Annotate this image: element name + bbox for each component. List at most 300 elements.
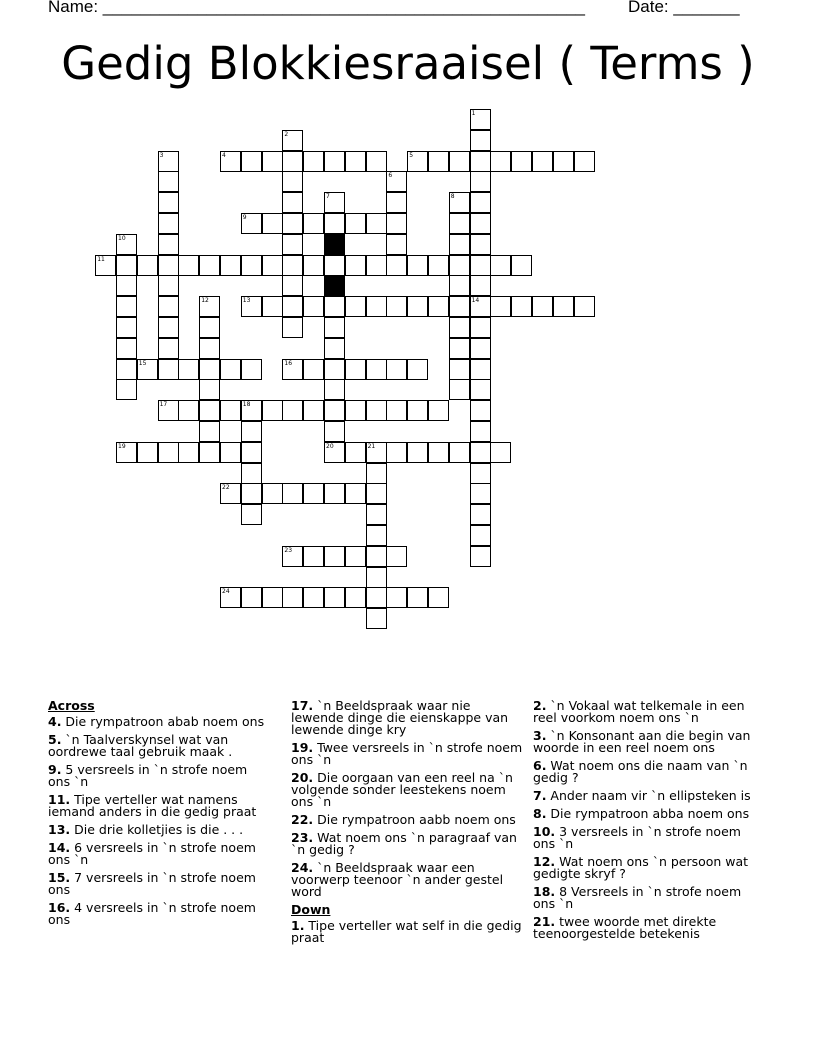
clue	[533, 790, 758, 802]
clues-section	[0, 700, 816, 1020]
clue-number: 22.	[291, 812, 314, 827]
crossword-cell[interactable]	[324, 379, 345, 400]
crossword-cell[interactable]	[366, 442, 387, 463]
clue-text: 4 versreels in `n strofe noem ons	[48, 900, 256, 927]
crossword-cell[interactable]	[470, 504, 491, 525]
crossword-cell[interactable]	[366, 525, 387, 546]
crossword-cell[interactable]	[449, 379, 470, 400]
crossword-cell[interactable]	[303, 151, 324, 172]
clue-number: 6.	[533, 758, 547, 773]
clue-number: 11.	[48, 792, 71, 807]
crossword-cell[interactable]	[324, 587, 345, 608]
crossword-cell[interactable]	[511, 296, 532, 317]
crossword-cell[interactable]	[241, 151, 262, 172]
crossword-cell[interactable]	[345, 587, 366, 608]
crossword-cell[interactable]	[532, 151, 553, 172]
crossword-cell[interactable]	[470, 525, 491, 546]
crossword-cell[interactable]	[470, 130, 491, 151]
date-field[interactable]: Date: _______	[628, 0, 740, 16]
crossword-cell[interactable]	[386, 213, 407, 234]
crossword-cell[interactable]	[199, 317, 220, 338]
crossword-cell[interactable]	[366, 151, 387, 172]
crossword-cell[interactable]	[324, 483, 345, 504]
clue-number: 24	[222, 588, 230, 596]
crossword-cell[interactable]	[116, 317, 137, 338]
crossword-cell[interactable]	[241, 421, 262, 442]
crossword-cell[interactable]	[366, 359, 387, 380]
crossword-cell[interactable]	[345, 400, 366, 421]
crossword-cell[interactable]	[220, 359, 241, 380]
crossword-cell[interactable]	[158, 338, 179, 359]
name-field[interactable]: Name: ___________________________________________________	[48, 0, 585, 16]
crossword-cell[interactable]	[303, 255, 324, 276]
clue-number: 2	[284, 130, 289, 138]
crossword-cell[interactable]	[553, 151, 574, 172]
clue-number: 21	[367, 442, 376, 450]
black-cell	[324, 275, 345, 296]
crossword-cell[interactable]	[158, 359, 179, 380]
crossword-cell[interactable]	[449, 275, 470, 296]
crossword-cell[interactable]	[241, 255, 262, 276]
crossword-cell[interactable]	[386, 296, 407, 317]
crossword-cell[interactable]	[449, 317, 470, 338]
crossword-cell[interactable]	[366, 400, 387, 421]
crossword-cell[interactable]	[137, 442, 158, 463]
crossword-cell[interactable]	[303, 400, 324, 421]
crossword-cell[interactable]	[199, 338, 220, 359]
clue-number: 15.	[48, 870, 71, 885]
clue	[48, 716, 273, 728]
clue-number: 20.	[291, 770, 314, 785]
crossword-cell[interactable]	[324, 338, 345, 359]
crossword-cell[interactable]	[511, 255, 532, 276]
crossword-cell[interactable]	[386, 587, 407, 608]
crossword-cell[interactable]	[428, 296, 449, 317]
crossword-cell[interactable]	[470, 234, 491, 255]
crossword-cell[interactable]	[262, 255, 283, 276]
crossword-cell[interactable]	[449, 151, 470, 172]
clue-number: 17	[159, 401, 168, 409]
crossword-cell[interactable]	[428, 151, 449, 172]
clue-number: 19	[118, 442, 126, 450]
crossword-cell[interactable]	[386, 546, 407, 567]
crossword-cell[interactable]	[428, 442, 449, 463]
crossword-cell[interactable]	[449, 234, 470, 255]
clue-text: `n Taalverskynsel wat van oordrewe taal gebruik maak .	[48, 732, 233, 759]
crossword-cell[interactable]	[178, 442, 199, 463]
crossword-cell[interactable]	[158, 255, 179, 276]
crossword-cell[interactable]	[532, 296, 553, 317]
clue	[533, 886, 758, 910]
crossword-cell[interactable]	[324, 151, 345, 172]
crossword-cell[interactable]	[282, 151, 303, 172]
crossword-cell[interactable]	[490, 296, 511, 317]
crossword-cell[interactable]	[220, 400, 241, 421]
crossword-cell[interactable]	[553, 296, 574, 317]
crossword-cell[interactable]	[116, 338, 137, 359]
clue-number: 12.	[533, 854, 556, 869]
crossword-cell[interactable]	[324, 192, 345, 213]
clue-number: 18.	[533, 884, 556, 899]
crossword-cell[interactable]	[345, 296, 366, 317]
clue-text: Twee versreels in `n strofe noem ons `n	[291, 740, 523, 767]
clue-number: 10.	[533, 824, 556, 839]
clue-text: 8 Versreels in `n strofe noem ons `n	[533, 884, 742, 911]
crossword-cell[interactable]	[449, 255, 470, 276]
crossword-cell[interactable]	[386, 192, 407, 213]
crossword-cell[interactable]	[282, 296, 303, 317]
clue	[291, 700, 527, 736]
crossword-cell[interactable]	[345, 546, 366, 567]
clue-number: 5.	[48, 732, 62, 747]
crossword-cell[interactable]	[220, 587, 241, 608]
clue-number: 3	[159, 151, 164, 159]
crossword-cell[interactable]	[137, 255, 158, 276]
crossword-cell[interactable]	[366, 463, 387, 484]
clue	[533, 700, 758, 724]
crossword-cell[interactable]	[490, 151, 511, 172]
crossword-cell[interactable]	[116, 296, 137, 317]
clue-text: 7 versreels in `n strofe noem ons	[48, 870, 256, 897]
crossword-cell[interactable]	[490, 442, 511, 463]
crossword-cell[interactable]	[345, 151, 366, 172]
crossword-cell[interactable]	[574, 151, 595, 172]
crossword-cell[interactable]	[470, 442, 491, 463]
clue	[533, 760, 758, 784]
crossword-cell[interactable]	[116, 379, 137, 400]
crossword-cell[interactable]	[366, 213, 387, 234]
crossword-cell[interactable]	[199, 442, 220, 463]
clue-number: 14	[471, 297, 480, 305]
clue-number: 11	[97, 255, 105, 263]
clue-number: 9.	[48, 762, 62, 777]
clue	[533, 916, 758, 940]
clue	[48, 872, 273, 896]
crossword-cell[interactable]	[449, 192, 470, 213]
crossword-cell[interactable]	[282, 400, 303, 421]
crossword-cell[interactable]	[158, 192, 179, 213]
crossword-cell[interactable]	[95, 255, 116, 276]
crossword-cell[interactable]	[407, 442, 428, 463]
crossword-cell[interactable]	[241, 504, 262, 525]
clue-text: Tipe verteller wat self in die gedig praat	[291, 918, 522, 945]
crossword-cell[interactable]	[262, 296, 283, 317]
crossword-cell[interactable]	[324, 317, 345, 338]
crossword-cell[interactable]	[241, 587, 262, 608]
crossword-cell[interactable]	[158, 213, 179, 234]
clue-number: 14.	[48, 840, 71, 855]
clue-number: 23	[284, 546, 293, 554]
clue	[48, 842, 273, 866]
crossword-cell[interactable]	[366, 296, 387, 317]
crossword-cell[interactable]	[470, 171, 491, 192]
clue-text: Die rympatroon aabb noem ons	[313, 812, 516, 827]
crossword-cell[interactable]	[158, 234, 179, 255]
crossword-cell[interactable]	[407, 359, 428, 380]
clue	[291, 742, 527, 766]
clue-text: 6 versreels in `n strofe noem ons `n	[48, 840, 256, 867]
crossword-cell[interactable]	[345, 359, 366, 380]
down-heading: Down	[291, 902, 331, 917]
crossword-cell[interactable]	[449, 213, 470, 234]
crossword-cell[interactable]	[324, 400, 345, 421]
crossword-cell[interactable]	[428, 587, 449, 608]
clue-text: `n Konsonant aan die begin van woorde in een reel noem ons	[533, 728, 751, 755]
crossword-cell[interactable]	[470, 109, 491, 130]
clue	[533, 808, 758, 820]
clue-column-2	[291, 700, 527, 950]
crossword-cell[interactable]	[241, 296, 262, 317]
crossword-cell[interactable]	[366, 546, 387, 567]
crossword-cell[interactable]	[262, 213, 283, 234]
crossword-cell[interactable]	[178, 359, 199, 380]
crossword-cell[interactable]	[407, 255, 428, 276]
crossword-cell[interactable]	[324, 442, 345, 463]
crossword-cell[interactable]	[282, 317, 303, 338]
clue-number: 16.	[48, 900, 71, 915]
crossword-cell[interactable]	[303, 546, 324, 567]
crossword-cell[interactable]	[220, 151, 241, 172]
crossword-cell[interactable]	[220, 442, 241, 463]
crossword-cell[interactable]	[470, 338, 491, 359]
clue	[533, 730, 758, 754]
crossword-cell[interactable]	[158, 296, 179, 317]
crossword-cell[interactable]	[470, 192, 491, 213]
crossword-cell[interactable]	[386, 400, 407, 421]
crossword-cell[interactable]	[470, 213, 491, 234]
crossword-cell[interactable]	[574, 296, 595, 317]
clue	[48, 794, 273, 818]
clue	[291, 920, 527, 944]
clue-number: 12	[201, 297, 209, 305]
crossword-cell[interactable]	[407, 400, 428, 421]
clue	[291, 814, 527, 826]
clue-text: Die drie kolletjies is die . . .	[70, 822, 244, 837]
crossword-cell[interactable]	[220, 255, 241, 276]
crossword-cell[interactable]	[366, 608, 387, 629]
crossword-cell[interactable]	[345, 483, 366, 504]
clue-number: 4	[222, 151, 226, 159]
clue	[533, 856, 758, 880]
crossword-cell[interactable]	[324, 255, 345, 276]
page-title: Gedig Blokkiesraaisel ( Terms )	[61, 37, 755, 90]
crossword-cell[interactable]	[511, 151, 532, 172]
crossword-cell[interactable]	[158, 171, 179, 192]
crossword-cell[interactable]	[116, 442, 137, 463]
crossword-cell[interactable]	[386, 234, 407, 255]
crossword-cell[interactable]	[407, 296, 428, 317]
clue	[291, 862, 527, 898]
crossword-cell[interactable]	[428, 255, 449, 276]
clue-column-1	[48, 700, 273, 932]
clue-number: 7.	[533, 788, 547, 803]
crossword-cell[interactable]	[158, 275, 179, 296]
crossword-cell[interactable]	[324, 296, 345, 317]
clue-number: 6	[388, 172, 393, 180]
crossword-cell[interactable]	[324, 421, 345, 442]
crossword-cell[interactable]	[407, 151, 428, 172]
clue-number: 15	[138, 359, 147, 367]
crossword-cell[interactable]	[282, 213, 303, 234]
across-heading: Across	[48, 698, 95, 713]
black-cell	[324, 234, 345, 255]
crossword-cell[interactable]	[366, 504, 387, 525]
crossword-cell[interactable]	[282, 234, 303, 255]
crossword-cell[interactable]	[470, 463, 491, 484]
crossword-cell[interactable]	[303, 587, 324, 608]
crossword-cell[interactable]	[386, 442, 407, 463]
crossword-cell[interactable]	[470, 379, 491, 400]
crossword-cell[interactable]	[116, 275, 137, 296]
clue	[291, 772, 527, 808]
clue-number: 20	[326, 442, 334, 450]
clue	[48, 824, 273, 836]
crossword-cell[interactable]	[158, 317, 179, 338]
clue-text: Die rympatroon abba noem ons	[546, 806, 750, 821]
clue-text: `n Beeldspraak waar nie lewende dinge die eienskappe van lewende dinge kry	[291, 698, 509, 737]
crossword-cell[interactable]	[449, 359, 470, 380]
crossword-cell[interactable]	[470, 151, 491, 172]
crossword-cell[interactable]	[470, 317, 491, 338]
clue-number: 1	[471, 110, 476, 117]
clue	[48, 734, 273, 758]
crossword-cell[interactable]	[366, 483, 387, 504]
crossword-cell[interactable]	[262, 587, 283, 608]
crossword-cell[interactable]	[366, 587, 387, 608]
crossword-cell[interactable]	[366, 255, 387, 276]
clue-text: 3 versreels in `n strofe noem ons `n	[533, 824, 741, 851]
crossword-cell[interactable]	[158, 442, 179, 463]
crossword-cell[interactable]	[407, 587, 428, 608]
crossword-cell[interactable]	[199, 421, 220, 442]
crossword-cell[interactable]	[241, 463, 262, 484]
clue-number: 18	[242, 401, 251, 409]
crossword-cell[interactable]	[324, 546, 345, 567]
crossword-cell[interactable]	[386, 359, 407, 380]
crossword-cell[interactable]	[282, 275, 303, 296]
clue-number: 8.	[533, 806, 547, 821]
crossword-cell[interactable]	[282, 255, 303, 276]
clue-column-3	[533, 700, 758, 946]
crossword-cell[interactable]	[241, 359, 262, 380]
clue-number: 8	[450, 193, 455, 201]
clue-number: 21.	[533, 914, 556, 929]
clue-number: 1.	[291, 918, 305, 933]
crossword-cell[interactable]	[324, 213, 345, 234]
crossword-cell[interactable]	[470, 359, 491, 380]
crossword-cell[interactable]	[386, 255, 407, 276]
crossword-cell[interactable]	[116, 234, 137, 255]
crossword-cell[interactable]	[282, 483, 303, 504]
clue-text: Ander naam vir `n ellipsteken is	[546, 788, 751, 803]
crossword-cell[interactable]	[241, 483, 262, 504]
clue-text: Wat noem ons `n paragraaf van `n gedig ?	[291, 830, 517, 857]
clue-number: 3.	[533, 728, 547, 743]
clue-number: 7	[326, 193, 330, 201]
clue-text: Wat noem ons die naam van `n gedig ?	[533, 758, 748, 785]
crossword-cell[interactable]	[470, 421, 491, 442]
clue-number: 10	[118, 234, 126, 242]
crossword-cell[interactable]	[199, 359, 220, 380]
clue-text: `n Beeldspraak waar een voorwerp teenoor `n ander gestel word	[291, 860, 504, 899]
crossword-cell[interactable]	[470, 255, 491, 276]
crossword-cell[interactable]	[470, 483, 491, 504]
crossword-cell[interactable]	[241, 213, 262, 234]
crossword-cell[interactable]	[470, 400, 491, 421]
clue-number: 13	[242, 297, 251, 305]
clue-text: Die oorgaan van een reel na `n volgende sonder leestekens noem ons `n	[291, 770, 513, 809]
clue-number: 17.	[291, 698, 314, 713]
crossword-cell[interactable]	[324, 359, 345, 380]
crossword-cell[interactable]	[282, 192, 303, 213]
crossword-cell[interactable]	[199, 400, 220, 421]
crossword-cell[interactable]	[490, 255, 511, 276]
crossword-cell[interactable]	[158, 151, 179, 172]
clue-number: 9	[242, 214, 247, 221]
crossword-cell[interactable]	[449, 442, 470, 463]
crossword-cell[interactable]	[303, 359, 324, 380]
clue-number: 4.	[48, 714, 62, 729]
clue-number: 2.	[533, 698, 547, 713]
clue-number: 5	[409, 151, 414, 159]
crossword-cell[interactable]	[366, 567, 387, 588]
crossword-cell[interactable]	[282, 359, 303, 380]
clue-text: Wat noem ons `n persoon wat gedigte skryf ?	[533, 854, 749, 881]
crossword-cell[interactable]	[262, 400, 283, 421]
crossword-cell[interactable]	[470, 275, 491, 296]
crossword-cell[interactable]	[386, 171, 407, 192]
crossword-cell[interactable]	[116, 359, 137, 380]
crossword-cell[interactable]	[137, 359, 158, 380]
crossword-cell[interactable]	[282, 130, 303, 151]
clue-text: 5 versreels in `n strofe noem ons `n	[48, 762, 248, 789]
crossword-cell[interactable]	[428, 400, 449, 421]
clue-number: 24.	[291, 860, 314, 875]
crossword-cell[interactable]	[220, 483, 241, 504]
clue-text: Die rympatroon abab noem ons	[61, 714, 265, 729]
crossword-cell[interactable]	[282, 587, 303, 608]
crossword-cell[interactable]	[262, 483, 283, 504]
crossword-cell[interactable]	[345, 213, 366, 234]
clue	[291, 832, 527, 856]
crossword-cell[interactable]	[178, 400, 199, 421]
crossword-cell[interactable]	[199, 255, 220, 276]
clue-number: 13.	[48, 822, 71, 837]
crossword-cell[interactable]	[241, 442, 262, 463]
crossword-cell[interactable]	[470, 296, 491, 317]
clue-number: 23.	[291, 830, 314, 845]
crossword-cell[interactable]	[199, 379, 220, 400]
crossword-cell[interactable]	[158, 400, 179, 421]
crossword-cell[interactable]	[449, 296, 470, 317]
crossword-cell[interactable]	[241, 400, 262, 421]
crossword-cell[interactable]	[470, 546, 491, 567]
crossword-cell[interactable]	[262, 151, 283, 172]
clue-text: twee woorde met direkte teenoorgestelde betekenis	[533, 914, 717, 941]
crossword-cell[interactable]	[303, 296, 324, 317]
crossword-cell[interactable]	[199, 296, 220, 317]
crossword-cell[interactable]	[178, 255, 199, 276]
clue-number: 16	[284, 359, 293, 367]
crossword-cell[interactable]	[282, 171, 303, 192]
crossword-cell[interactable]	[282, 546, 303, 567]
crossword-cell[interactable]	[303, 213, 324, 234]
crossword-cell[interactable]	[116, 255, 137, 276]
crossword-cell[interactable]	[345, 255, 366, 276]
crossword-cell[interactable]	[303, 483, 324, 504]
crossword-cell[interactable]	[345, 442, 366, 463]
crossword-cell[interactable]	[449, 338, 470, 359]
